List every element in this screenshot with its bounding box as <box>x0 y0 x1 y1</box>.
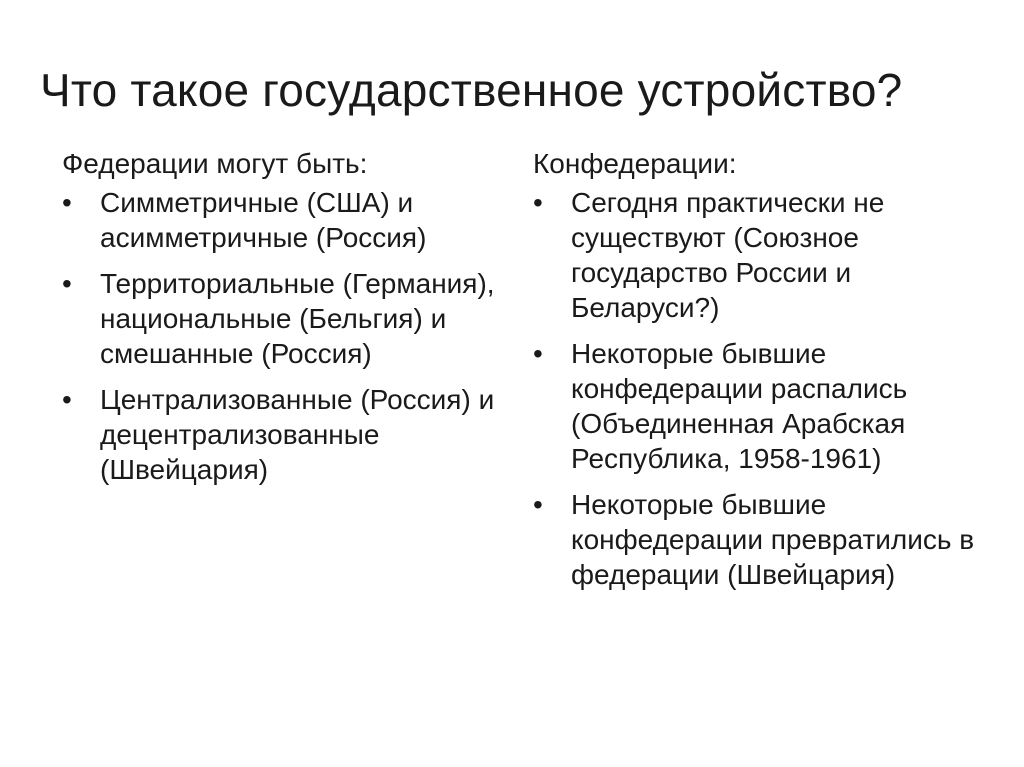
bullet-icon: • <box>533 338 543 369</box>
bullet-icon: • <box>62 268 72 299</box>
bullet-icon: • <box>533 489 543 520</box>
list-item-text: Некоторые бывшие конфедерации распались (Объединенная Арабская Республика, 1958-1961) <box>571 338 908 474</box>
list-item-text: Сегодня практически не существуют (Союзное государство России и Беларуси?) <box>571 187 885 323</box>
list-item <box>62 382 502 487</box>
list-item <box>533 487 978 592</box>
list-item <box>62 185 502 255</box>
list-item-text: Централизованные (Россия) и децентрализованные (Швейцария) <box>100 384 495 485</box>
confederations-list <box>533 185 978 592</box>
federations-column <box>62 146 502 498</box>
list-item <box>533 185 978 325</box>
bullet-icon: • <box>62 384 72 415</box>
list-item-text: Некоторые бывшие конфедерации превратились в федерации (Швейцария) <box>571 489 975 590</box>
federations-heading: Федерации могут быть: <box>62 148 368 179</box>
bullet-icon: • <box>62 187 72 218</box>
slide-title: Что такое государственное устройство? <box>40 64 903 116</box>
confederations-heading: Конфедерации: <box>533 148 737 179</box>
bullet-icon: • <box>533 187 543 218</box>
list-item <box>533 336 978 476</box>
list-item <box>62 266 502 371</box>
list-item-text: Симметричные (США) и асимметричные (Россия) <box>100 187 427 253</box>
list-item-text: Территориальные (Германия), национальные (Бельгия) и смешанные (Россия) <box>100 268 495 369</box>
federations-list <box>62 185 502 487</box>
confederations-column <box>533 146 978 603</box>
